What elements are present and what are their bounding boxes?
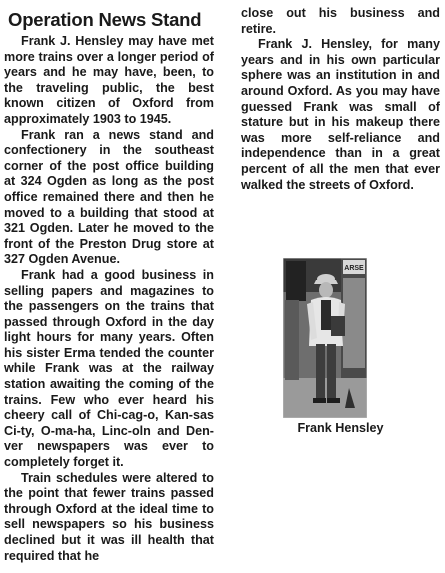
left-body <box>4 34 214 564</box>
article-title: Operation News Stand <box>8 9 202 30</box>
left-column <box>4 0 214 564</box>
paragraph-4: Train schedules were altered to the point that fewer trains passed through Oxford at the ideal time to sell newspapers so his business declined but it was ill health that required that he <box>4 470 214 563</box>
paragraph-1: Frank J. Hensley may have met more trains over a longer period of years and he may have, been, to the traveling public, the best known citizen of Oxford from approximately 1903 to 1945. <box>4 34 214 126</box>
paragraph-5: Frank J. Hensley, for many years and in his own particular sphere was an institution in and around Oxford. As you may have guessed Frank was small of stature but in his makeup there was more self-reliance and independence than in a great percent of all the men that ever walked the streets of Oxford. <box>241 37 440 192</box>
paragraph-2: Frank ran a news stand and confectionery in the southeast corner of the post office building at 324 Ogden as long as the post office remained there and then he moved to a building that stood at 321 Ogden. Later he moved to the front of the Preston Drug store at 327 Ogden Avenue. <box>4 127 214 267</box>
right-column <box>241 0 440 193</box>
paragraph-3: Frank had a good business in selling papers and magazines to the passengers on the trains that passed through Oxford in the day light hours for many years. Often his sister Erma tended the counter while Frank was at the railway station awaiting the coming of the trains. Few who ever heard his cheery call of Chi-cag-o, Kan-sas Ci-ty, O-ma-ha, Linc-oln and Den-ver newspapers was ever to completely forget it. <box>4 267 214 470</box>
right-body <box>241 6 440 193</box>
photo-caption: Frank Hensley <box>297 421 384 435</box>
paragraph-continued: close out his business and retire. <box>241 6 440 36</box>
photo-sign-text: ARSE <box>344 265 364 272</box>
frank-hensley-photo <box>283 258 367 418</box>
